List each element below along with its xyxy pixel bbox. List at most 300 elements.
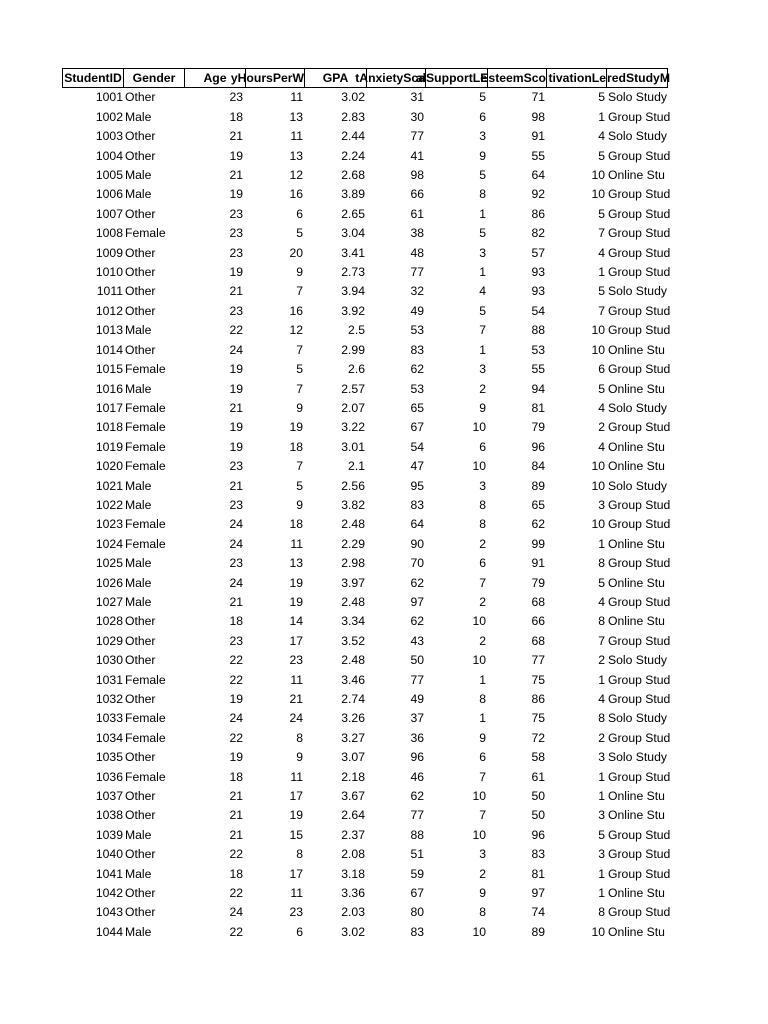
table-cell[interactable]: 93 [531,265,545,280]
table-cell[interactable]: 3.04 [341,226,365,241]
table-cell[interactable]: 24 [229,536,243,551]
table-cell[interactable]: 55 [531,362,545,377]
table-cell[interactable]: 6 [479,109,486,124]
table-cell[interactable]: 2.83 [341,109,365,124]
table-cell[interactable]: 12 [289,168,303,183]
table-cell[interactable]: 8 [598,905,605,920]
table-cell[interactable]: 72 [531,730,545,745]
table-cell[interactable]: 8 [598,614,605,629]
table-cell[interactable]: 21 [229,478,243,493]
table-cell[interactable]: 24 [229,905,243,920]
table-cell[interactable]: Male [125,556,152,571]
table-cell[interactable]: Other [125,633,156,648]
table-cell[interactable]: 1 [479,265,486,280]
table-cell[interactable]: 1010 [95,265,123,280]
table-cell[interactable]: 7 [296,342,303,357]
table-cell[interactable]: 70 [410,556,424,571]
column-header[interactable]: redStudyM [607,68,668,88]
table-cell[interactable]: 31 [410,90,424,105]
table-cell[interactable]: Female [125,400,166,415]
table-cell[interactable]: 13 [289,148,303,163]
table-cell[interactable]: Group Stud [608,303,671,318]
table-cell[interactable]: 21 [229,129,243,144]
table-cell[interactable]: 7 [598,226,605,241]
table-cell[interactable]: 8 [296,847,303,862]
table-cell[interactable]: Online Stu [608,614,665,629]
table-cell[interactable]: 18 [229,109,243,124]
table-cell[interactable]: 9 [296,497,303,512]
table-cell[interactable]: 83 [410,342,424,357]
table-cell[interactable]: 21 [229,808,243,823]
table-cell[interactable]: 3 [479,245,486,260]
table-cell[interactable]: 1039 [95,827,123,842]
table-cell[interactable]: 2 [598,730,605,745]
table-cell[interactable]: 6 [296,924,303,939]
table-cell[interactable]: 12 [289,323,303,338]
table-cell[interactable]: Female [125,711,166,726]
table-cell[interactable]: 1034 [95,730,123,745]
table-cell[interactable]: 23 [229,556,243,571]
table-cell[interactable]: Online Stu [608,575,665,590]
table-cell[interactable]: 77 [410,265,424,280]
table-cell[interactable]: 2.65 [341,206,365,221]
table-cell[interactable]: 19 [229,692,243,706]
table-cell[interactable]: Other [125,692,156,706]
table-cell[interactable]: Female [125,730,166,745]
table-cell[interactable]: Solo Study [608,478,667,493]
table-cell[interactable]: 9 [479,886,486,901]
table-cell[interactable]: 5 [296,362,303,377]
table-cell[interactable]: 1 [598,265,605,280]
table-cell[interactable]: 3 [598,497,605,512]
column-header[interactable]: Gender [124,68,185,88]
table-cell[interactable]: 2.98 [341,556,365,571]
table-cell[interactable]: 8 [479,187,486,202]
table-cell[interactable]: 10 [472,420,486,435]
table-cell[interactable]: 1029 [95,633,123,648]
table-cell[interactable]: 10 [472,789,486,804]
table-cell[interactable]: 22 [229,653,243,668]
table-cell[interactable]: 6 [296,206,303,221]
table-cell[interactable]: 1040 [95,847,123,862]
table-cell[interactable]: Group Stud [608,206,671,221]
table-cell[interactable]: Group Stud [608,148,671,163]
table-cell[interactable]: 7 [479,575,486,590]
table-cell[interactable]: 19 [229,187,243,202]
table-cell[interactable]: 5 [598,90,605,105]
table-cell[interactable]: Online Stu [608,536,665,551]
table-cell[interactable]: 97 [531,886,545,901]
table-cell[interactable]: Online Stu [608,886,665,901]
table-cell[interactable]: Male [125,866,152,881]
table-cell[interactable]: 2.48 [341,653,365,668]
table-cell[interactable]: 1 [598,789,605,804]
table-cell[interactable]: 3.82 [341,497,365,512]
table-cell[interactable]: Group Stud [608,556,671,571]
table-cell[interactable]: 1008 [95,226,123,241]
table-cell[interactable]: 10 [472,614,486,629]
table-cell[interactable]: Other [125,206,156,221]
table-cell[interactable]: 1001 [95,90,123,105]
table-cell[interactable]: 1 [598,769,605,784]
table-cell[interactable]: 1011 [96,284,123,299]
table-cell[interactable]: Solo Study [608,400,667,415]
table-cell[interactable]: Online Stu [608,381,665,396]
table-cell[interactable]: 23 [229,459,243,474]
table-cell[interactable]: 2.64 [341,808,365,823]
table-cell[interactable]: 10 [591,517,605,532]
table-cell[interactable]: 10 [591,168,605,183]
table-cell[interactable]: 1043 [95,905,123,920]
table-cell[interactable]: 1 [598,109,605,124]
table-cell[interactable]: 19 [289,575,303,590]
table-cell[interactable]: Male [125,109,152,124]
table-cell[interactable]: 77 [531,653,545,668]
table-cell[interactable]: 2 [479,633,486,648]
table-cell[interactable]: 21 [229,594,243,609]
table-cell[interactable]: 75 [531,711,545,726]
table-cell[interactable]: 4 [598,245,605,260]
table-cell[interactable]: 3.22 [341,420,365,435]
table-cell[interactable]: 5 [296,478,303,493]
table-cell[interactable]: 18 [289,517,303,532]
table-cell[interactable]: Male [125,381,152,396]
table-cell[interactable]: 10 [472,653,486,668]
table-cell[interactable]: 94 [531,381,545,396]
table-cell[interactable]: 11 [290,129,303,144]
table-cell[interactable]: 1017 [95,400,123,415]
table-cell[interactable]: 37 [410,711,424,726]
table-cell[interactable]: 1041 [95,866,123,881]
table-cell[interactable]: 38 [410,226,424,241]
table-cell[interactable]: 64 [410,517,424,532]
table-cell[interactable]: 19 [289,420,303,435]
table-cell[interactable]: 21 [229,168,243,183]
table-cell[interactable]: 65 [410,400,424,415]
column-header[interactable]: Age [185,68,246,88]
column-header[interactable]: EsteemSco [488,68,547,88]
table-cell[interactable]: 1 [479,711,486,726]
table-cell[interactable]: 1 [598,886,605,901]
table-cell[interactable]: Group Stud [608,265,671,280]
table-cell[interactable]: 95 [410,478,424,493]
table-cell[interactable]: 22 [229,730,243,745]
table-cell[interactable]: 59 [410,866,424,881]
table-cell[interactable]: 3.26 [341,711,365,726]
table-cell[interactable]: 7 [598,303,605,318]
table-cell[interactable]: 1 [598,536,605,551]
table-cell[interactable]: 53 [410,381,424,396]
table-cell[interactable]: 48 [410,245,424,260]
table-cell[interactable]: 75 [531,672,545,687]
table-cell[interactable]: 32 [410,284,424,299]
table-cell[interactable]: 92 [531,187,545,202]
table-cell[interactable]: 90 [410,536,424,551]
table-cell[interactable]: 8 [296,730,303,745]
table-cell[interactable]: 22 [229,847,243,862]
table-cell[interactable]: 19 [289,594,303,609]
table-cell[interactable]: Group Stud [608,226,671,241]
table-cell[interactable]: 2.5 [348,323,365,338]
table-cell[interactable]: Other [125,750,156,765]
table-cell[interactable]: 88 [410,827,424,842]
table-cell[interactable]: 3.67 [341,789,365,804]
table-cell[interactable]: 3 [479,478,486,493]
table-cell[interactable]: 2.99 [341,342,365,357]
table-cell[interactable]: 2.56 [341,478,365,493]
table-cell[interactable]: 10 [472,924,486,939]
table-cell[interactable]: 15 [289,827,303,842]
table-cell[interactable]: 24 [229,711,243,726]
table-cell[interactable]: Male [125,187,152,202]
table-cell[interactable]: 10 [591,342,605,357]
table-cell[interactable]: 66 [410,187,424,202]
table-cell[interactable]: 18 [229,614,243,629]
table-cell[interactable]: 24 [229,517,243,532]
table-cell[interactable]: 5 [598,206,605,221]
table-cell[interactable]: 2 [598,420,605,435]
table-cell[interactable]: 13 [289,109,303,124]
table-cell[interactable]: Group Stud [608,730,671,745]
table-cell[interactable]: 1031 [95,672,123,687]
table-cell[interactable]: 3.36 [341,886,365,901]
table-cell[interactable]: 3.94 [341,284,365,299]
table-cell[interactable]: Male [125,323,152,338]
table-cell[interactable]: 17 [289,633,303,648]
table-cell[interactable]: 19 [229,750,243,765]
table-cell[interactable]: 3.97 [341,575,365,590]
table-cell[interactable]: 19 [229,381,243,396]
table-cell[interactable]: 23 [289,653,303,668]
table-cell[interactable]: 1020 [95,459,123,474]
table-cell[interactable]: 2 [598,653,605,668]
table-cell[interactable]: Female [125,459,166,474]
table-cell[interactable]: 24 [289,711,303,726]
table-cell[interactable]: Other [125,265,156,280]
table-cell[interactable]: 10 [591,924,605,939]
table-cell[interactable]: 2.6 [348,362,365,377]
table-cell[interactable]: 1 [598,672,605,687]
table-cell[interactable]: 1028 [95,614,123,629]
table-cell[interactable]: 2.07 [341,400,365,415]
table-cell[interactable]: Female [125,672,166,687]
table-cell[interactable]: 2.48 [341,517,365,532]
table-cell[interactable]: 80 [410,905,424,920]
table-cell[interactable]: Online Stu [608,459,665,474]
column-header[interactable]: alSupportLe [426,68,488,88]
table-cell[interactable]: 19 [229,148,243,163]
table-cell[interactable]: 54 [410,439,424,454]
table-cell[interactable]: Other [125,789,156,804]
table-cell[interactable]: 9 [479,148,486,163]
table-cell[interactable]: 49 [410,303,424,318]
table-cell[interactable]: 7 [479,808,486,823]
table-cell[interactable]: 1037 [95,789,123,804]
table-cell[interactable]: 49 [410,692,424,706]
table-cell[interactable]: 10 [591,478,605,493]
table-cell[interactable]: 1030 [95,653,123,668]
table-cell[interactable]: 2 [479,536,486,551]
table-cell[interactable]: 19 [229,265,243,280]
table-cell[interactable]: 20 [289,245,303,260]
table-cell[interactable]: 23 [229,245,243,260]
table-cell[interactable]: 93 [531,284,545,299]
table-cell[interactable]: 1036 [95,769,123,784]
table-cell[interactable]: Online Stu [608,924,665,939]
table-cell[interactable]: 51 [410,847,424,862]
table-cell[interactable]: 1 [479,672,486,687]
table-cell[interactable]: 3.34 [341,614,365,629]
table-cell[interactable]: 36 [410,730,424,745]
table-cell[interactable]: 91 [531,556,545,571]
table-cell[interactable]: 9 [296,265,303,280]
table-cell[interactable]: Group Stud [608,323,671,338]
table-cell[interactable]: 3 [479,129,486,144]
table-cell[interactable]: 2 [479,866,486,881]
table-cell[interactable]: 89 [531,924,545,939]
table-cell[interactable]: Other [125,303,156,318]
table-cell[interactable]: 66 [531,614,545,629]
table-cell[interactable]: Solo Study [608,90,667,105]
table-cell[interactable]: 8 [479,692,486,706]
table-cell[interactable]: 53 [531,342,545,357]
table-cell[interactable]: 17 [289,789,303,804]
table-cell[interactable]: 10 [591,187,605,202]
column-header[interactable]: GPA [305,68,367,88]
table-cell[interactable]: Group Stud [608,827,671,842]
table-cell[interactable]: 11 [290,90,303,105]
table-cell[interactable]: 71 [531,90,545,105]
table-cell[interactable]: 1005 [95,168,123,183]
table-cell[interactable]: 5 [296,226,303,241]
table-cell[interactable]: 46 [410,769,424,784]
table-cell[interactable]: 4 [598,400,605,415]
table-cell[interactable]: 3.02 [341,924,365,939]
table-cell[interactable]: 19 [229,362,243,377]
table-cell[interactable]: 89 [531,478,545,493]
table-cell[interactable]: 1006 [95,187,123,202]
table-cell[interactable]: 1016 [95,381,123,396]
table-cell[interactable]: Female [125,536,166,551]
table-cell[interactable]: 88 [531,323,545,338]
table-cell[interactable]: 86 [531,692,545,706]
table-cell[interactable]: 3.41 [341,245,365,260]
table-cell[interactable]: Other [125,284,156,299]
table-cell[interactable]: 2.74 [341,692,365,706]
table-cell[interactable]: 5 [479,90,486,105]
table-cell[interactable]: 1014 [95,342,123,357]
table-cell[interactable]: 5 [598,575,605,590]
table-cell[interactable]: Group Stud [608,847,671,862]
table-cell[interactable]: 1033 [95,711,123,726]
table-cell[interactable]: 62 [531,517,545,532]
table-cell[interactable]: 3.89 [341,187,365,202]
table-cell[interactable]: 7 [479,769,486,784]
table-cell[interactable]: 1007 [95,206,123,221]
table-cell[interactable]: 67 [410,886,424,901]
table-cell[interactable]: 2.1 [348,459,365,474]
table-cell[interactable]: 3 [598,847,605,862]
table-cell[interactable]: 47 [410,459,424,474]
table-cell[interactable]: 58 [531,750,545,765]
table-cell[interactable]: 50 [410,653,424,668]
table-cell[interactable]: 3.01 [341,439,365,454]
table-cell[interactable]: 99 [531,536,545,551]
table-cell[interactable]: 8 [598,711,605,726]
table-cell[interactable]: Other [125,614,156,629]
table-cell[interactable]: Other [125,342,156,357]
table-cell[interactable]: 7 [598,633,605,648]
table-cell[interactable]: Male [125,575,152,590]
table-cell[interactable]: 3 [479,362,486,377]
table-cell[interactable]: 68 [531,633,545,648]
table-cell[interactable]: 9 [479,730,486,745]
table-cell[interactable]: 1024 [95,536,123,551]
table-cell[interactable]: Solo Study [608,711,667,726]
table-cell[interactable]: 83 [531,847,545,862]
table-cell[interactable]: 2.24 [341,148,365,163]
table-cell[interactable]: 23 [289,905,303,920]
table-cell[interactable]: 21 [229,284,243,299]
table-cell[interactable]: 77 [410,808,424,823]
table-cell[interactable]: Group Stud [608,497,671,512]
table-cell[interactable]: 1023 [95,517,123,532]
table-cell[interactable]: 23 [229,303,243,318]
table-cell[interactable]: 24 [229,342,243,357]
table-cell[interactable]: 1004 [95,148,123,163]
table-cell[interactable]: Group Stud [608,672,671,687]
table-cell[interactable]: 81 [531,866,545,881]
table-cell[interactable]: 22 [229,924,243,939]
table-cell[interactable]: 4 [479,284,486,299]
table-cell[interactable]: 1035 [95,750,123,765]
table-cell[interactable]: 1044 [95,924,123,939]
column-header[interactable]: yHoursPerW [246,68,305,88]
table-cell[interactable]: Male [125,168,152,183]
table-cell[interactable]: Group Stud [608,692,671,706]
table-cell[interactable]: 1 [598,866,605,881]
table-cell[interactable]: Online Stu [608,789,665,804]
table-cell[interactable]: 8 [598,556,605,571]
table-cell[interactable]: 7 [479,323,486,338]
table-cell[interactable]: 22 [229,886,243,901]
column-header[interactable]: tivationLe [547,68,607,88]
table-cell[interactable]: Other [125,847,156,862]
table-cell[interactable]: 62 [410,362,424,377]
column-header[interactable]: StudentID [62,68,124,88]
table-cell[interactable]: 11 [290,886,303,901]
table-cell[interactable]: 8 [479,517,486,532]
table-cell[interactable]: Solo Study [608,653,667,668]
table-cell[interactable]: 5 [598,381,605,396]
table-cell[interactable]: Other [125,90,156,105]
table-cell[interactable]: 83 [410,924,424,939]
table-cell[interactable]: 7 [296,459,303,474]
table-cell[interactable]: 96 [531,827,545,842]
table-cell[interactable]: 21 [229,789,243,804]
table-cell[interactable]: 83 [410,497,424,512]
table-cell[interactable]: 11 [290,536,303,551]
table-cell[interactable]: Other [125,129,156,144]
table-cell[interactable]: 97 [410,594,424,609]
table-cell[interactable]: 82 [531,226,545,241]
table-cell[interactable]: Group Stud [608,769,671,784]
table-cell[interactable]: 2 [479,594,486,609]
table-cell[interactable]: 23 [229,90,243,105]
table-cell[interactable]: Other [125,808,156,823]
table-cell[interactable]: Group Stud [608,594,671,609]
table-cell[interactable]: 1021 [95,478,123,493]
